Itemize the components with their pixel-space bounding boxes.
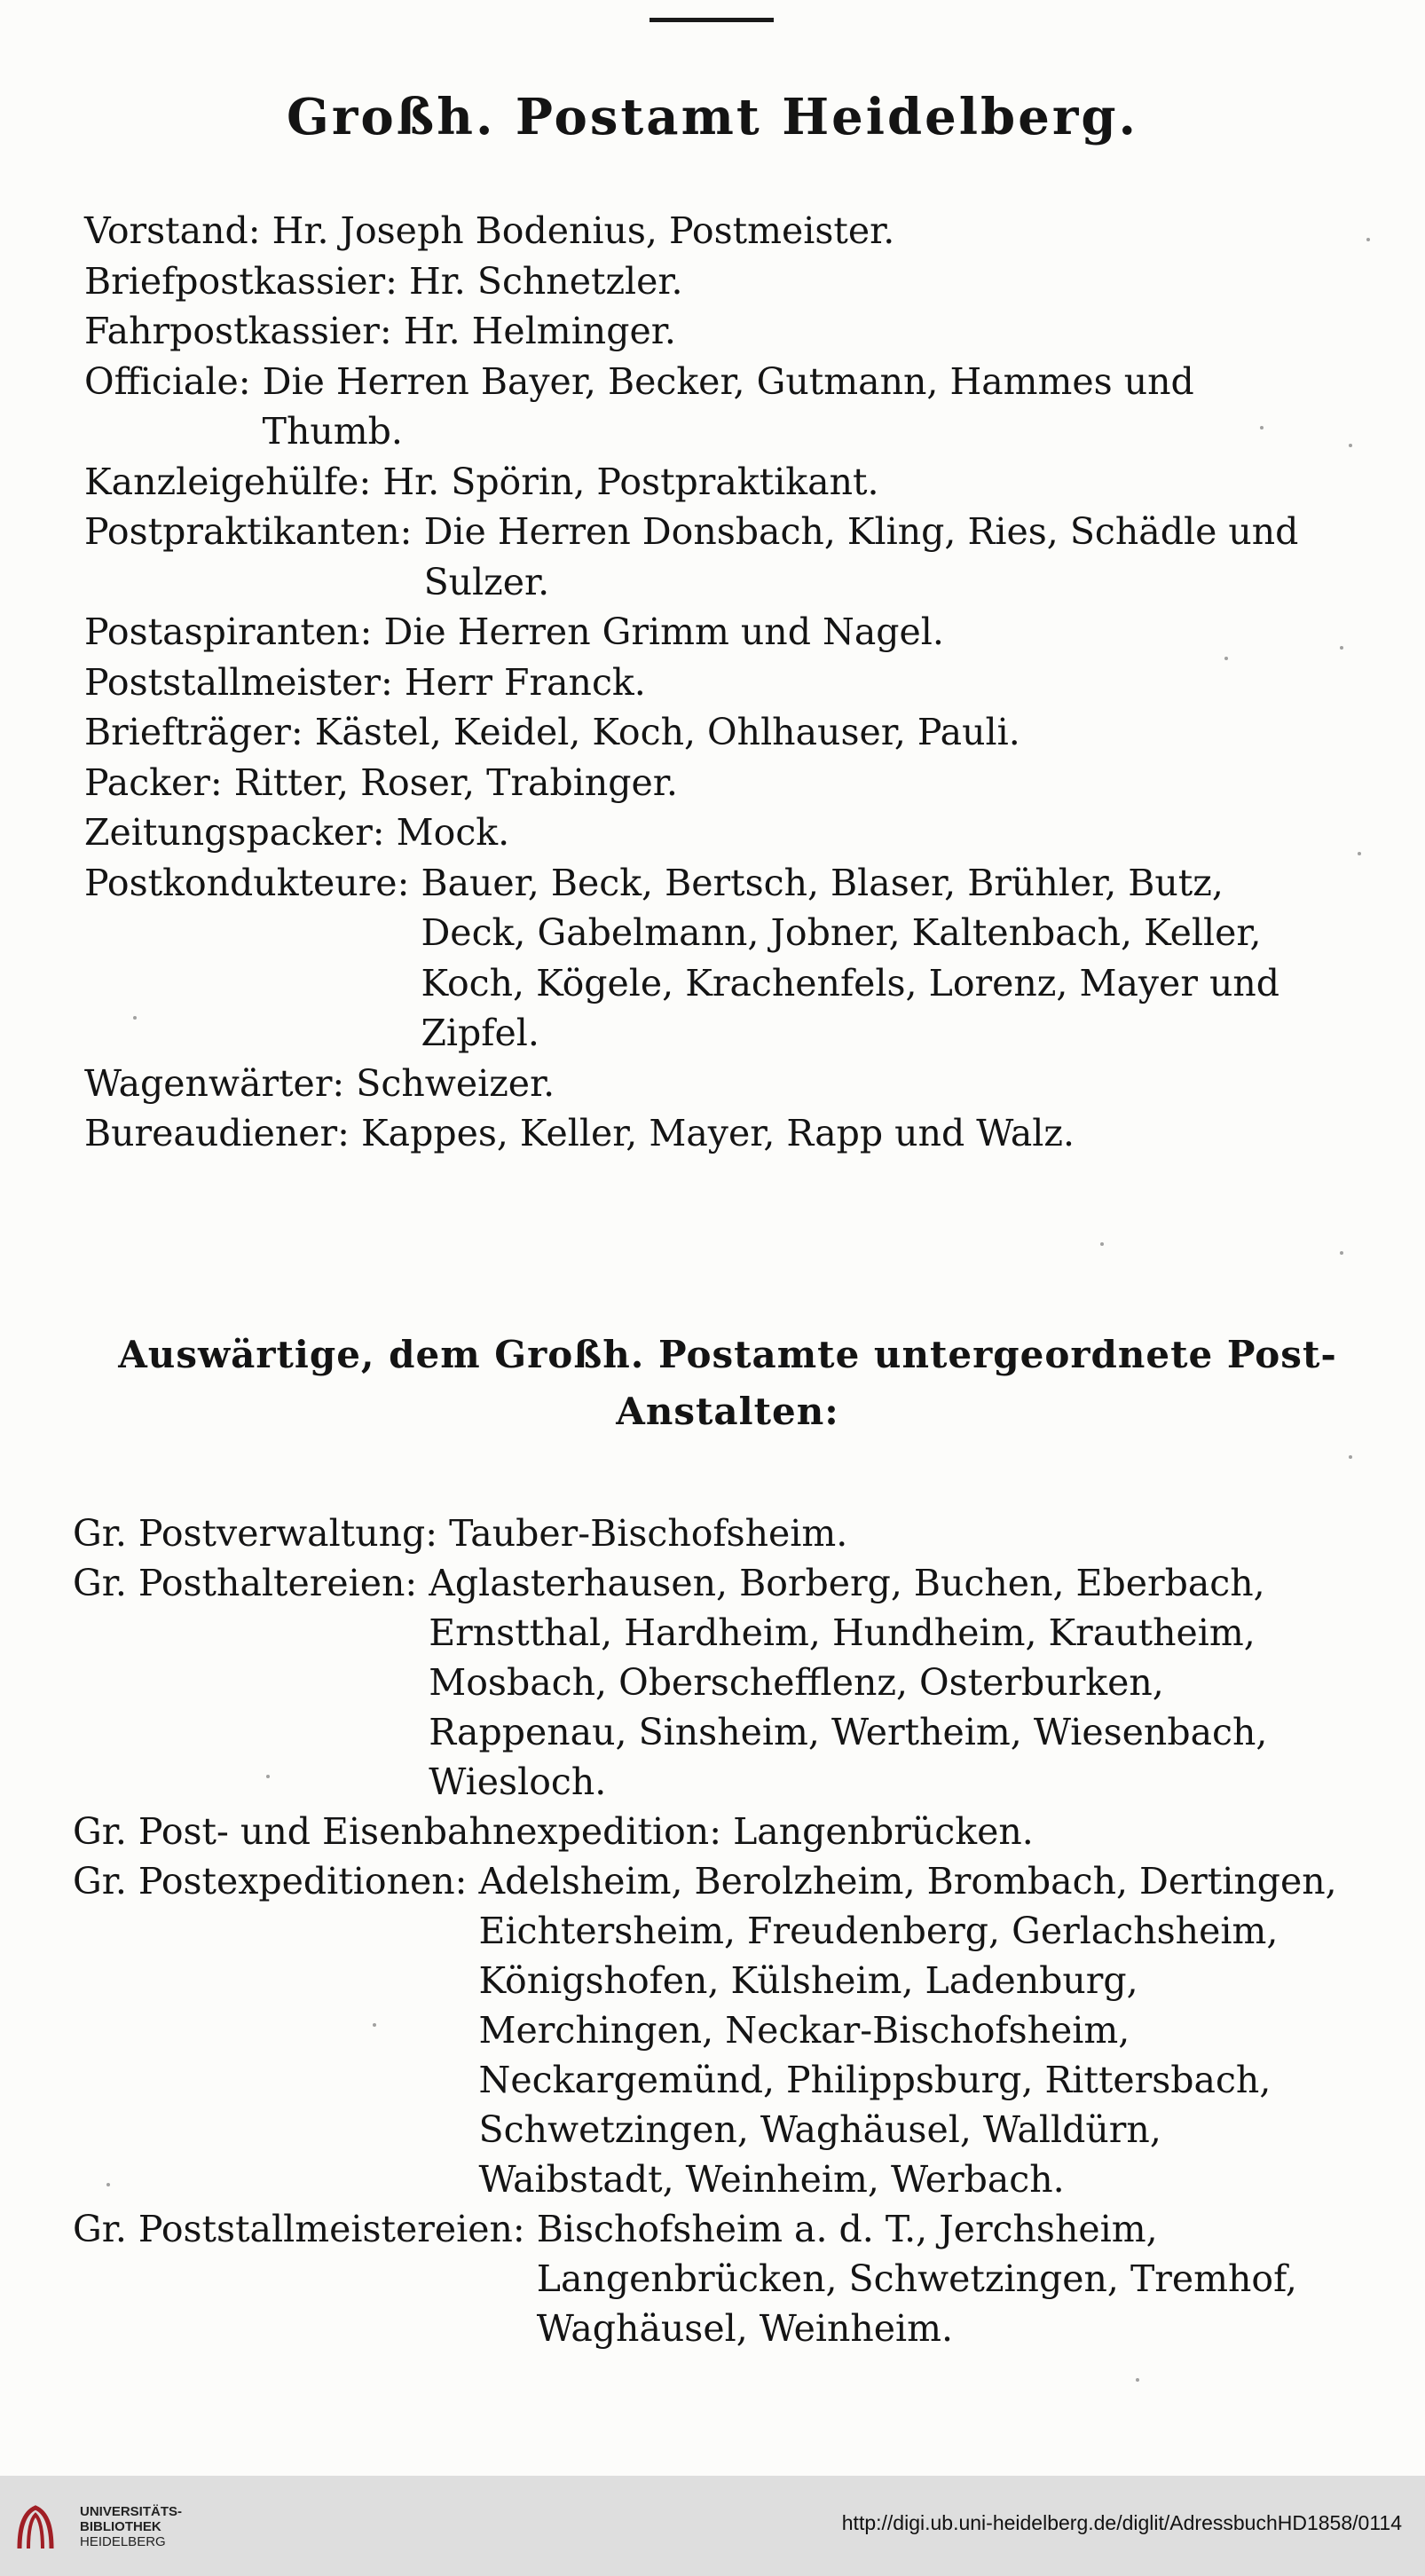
staff-label: Fahrpostkassier:: [84, 310, 392, 352]
staff-label: Vorstand:: [84, 209, 261, 252]
staff-label: Postpraktikanten:: [84, 510, 413, 553]
source-url-link[interactable]: http://digi.ub.uni-heidelberg.de/diglit/AdressbuchHD1858/0114: [841, 2511, 1402, 2534]
staff-entry: [84, 1059, 1371, 1109]
staff-value: Die Herren Donsbach, Kling, Ries, Schädle und Sulzer.: [423, 510, 1299, 603]
staff-value: Die Herren Bayer, Becker, Gutmann, Hammes und Thumb.: [262, 359, 1194, 453]
logo-line-3: HEIDELBERG: [80, 2534, 166, 2549]
staff-label: Bureaudiener:: [84, 1112, 350, 1154]
staff-label: Wagenwärter:: [84, 1061, 345, 1105]
staff-entry: [84, 658, 1371, 708]
office-entry: [73, 1807, 1377, 1856]
staff-list: [84, 206, 1371, 1159]
staff-entry: [84, 507, 1371, 607]
staff-label: Briefpostkassier:: [84, 259, 398, 303]
staff-entry: [84, 206, 1371, 256]
logo-line-1: UNIVERSITÄTS-: [80, 2504, 183, 2519]
staff-value: Kästel, Keidel, Koch, Ohlhauser, Pauli.: [314, 711, 1020, 753]
office-entry: [73, 1509, 1377, 1558]
library-logo-icon: [12, 2502, 59, 2552]
staff-entry: [84, 306, 1371, 357]
staff-label: Briefträger:: [84, 711, 303, 753]
staff-entry: [84, 858, 1371, 1059]
office-label: Gr. Posthaltereien:: [73, 1562, 418, 1604]
staff-label: Packer:: [84, 760, 223, 804]
office-value: Aglasterhausen, Borberg, Buchen, Eberbach, Ernstthal, Hardheim, Hundheim, Krautheim, Mosbach, Oberschefflenz, Osterburken, Rappenau, Sinsheim, Wertheim, Wiesenbach, Wiesloch.: [429, 1562, 1268, 1803]
staff-value: Ritter, Roser, Trabinger.: [233, 760, 678, 804]
staff-value: Bauer, Beck, Bertsch, Blaser, Brühler, Butz, Deck, Gabelmann, Jobner, Kaltenbach, Keller, Koch, Kögele, Krachenfels, Lorenz, Mayer und Zipfel.: [421, 861, 1280, 1054]
staff-entry: [84, 758, 1371, 808]
page-title: Großh. Postamt Heidelberg.: [287, 88, 1138, 146]
staff-label: Zeitungspacker:: [84, 811, 385, 854]
office-label: Gr. Postexpeditionen:: [73, 1860, 468, 1902]
staff-label: Officiale:: [84, 359, 251, 403]
office-value: Langenbrücken.: [733, 1810, 1034, 1853]
staff-label: Kanzleigehülfe:: [84, 460, 372, 503]
logo-line-2: BIBLIOTHEK: [80, 2519, 161, 2534]
office-label: Gr. Poststallmeistereien:: [73, 2208, 525, 2250]
office-value: Tauber-Bischofsheim.: [449, 1512, 848, 1555]
staff-label: Postaspiranten:: [84, 611, 373, 653]
staff-label: Postkondukteure:: [84, 861, 410, 904]
staff-value: Mock.: [396, 811, 510, 854]
office-label: Gr. Post- und Eisenbahnexpedition:: [73, 1810, 722, 1853]
office-value: Bischofsheim a. d. T., Jerchsheim, Langenbrücken, Schwetzingen, Tremhof, Waghäusel, Weinheim.: [536, 2208, 1297, 2350]
top-rule: [650, 18, 774, 22]
staff-value: Hr. Helminger.: [403, 310, 676, 352]
office-entry: [73, 2204, 1377, 2353]
staff-entry: [84, 256, 1371, 307]
section-subtitle: Auswärtige, dem Großh. Postamte untergeordnete Post-Anstalten:: [118, 1333, 1337, 1433]
staff-label: Poststallmeister:: [84, 660, 393, 704]
staff-entry: [84, 357, 1371, 457]
office-value: Adelsheim, Berolzheim, Brombach, Dertingen, Eichtersheim, Freudenberg, Gerlachsheim, Königshofen, Külsheim, Ladenburg, Merchingen, Neckar-Bischofsheim, Neckargemünd, Philippsburg, Rittersbach, Schwetzingen, Waghäusel, Walldürn, Waibstadt, Weinheim, Werbach.: [478, 1860, 1337, 2201]
offices-list: [73, 1509, 1377, 2353]
staff-entry: [84, 707, 1371, 758]
office-entry: [73, 1856, 1377, 2204]
staff-entry: [84, 607, 1371, 658]
staff-value: Herr Franck.: [404, 660, 646, 704]
staff-entry: [84, 1108, 1371, 1159]
staff-entry: [84, 457, 1371, 508]
office-entry: [73, 1558, 1377, 1807]
staff-value: Hr. Schnetzler.: [408, 259, 683, 303]
staff-entry: [84, 807, 1371, 858]
staff-value: Die Herren Grimm und Nagel.: [383, 611, 944, 653]
office-label: Gr. Postverwaltung:: [73, 1512, 438, 1555]
staff-value: Kappes, Keller, Mayer, Rapp und Walz.: [361, 1112, 1075, 1154]
staff-value: Hr. Joseph Bodenius, Postmeister.: [272, 209, 895, 252]
staff-value: Schweizer.: [356, 1061, 555, 1105]
library-logo-text: [80, 2504, 182, 2549]
staff-value: Hr. Spörin, Postpraktikant.: [382, 460, 879, 503]
